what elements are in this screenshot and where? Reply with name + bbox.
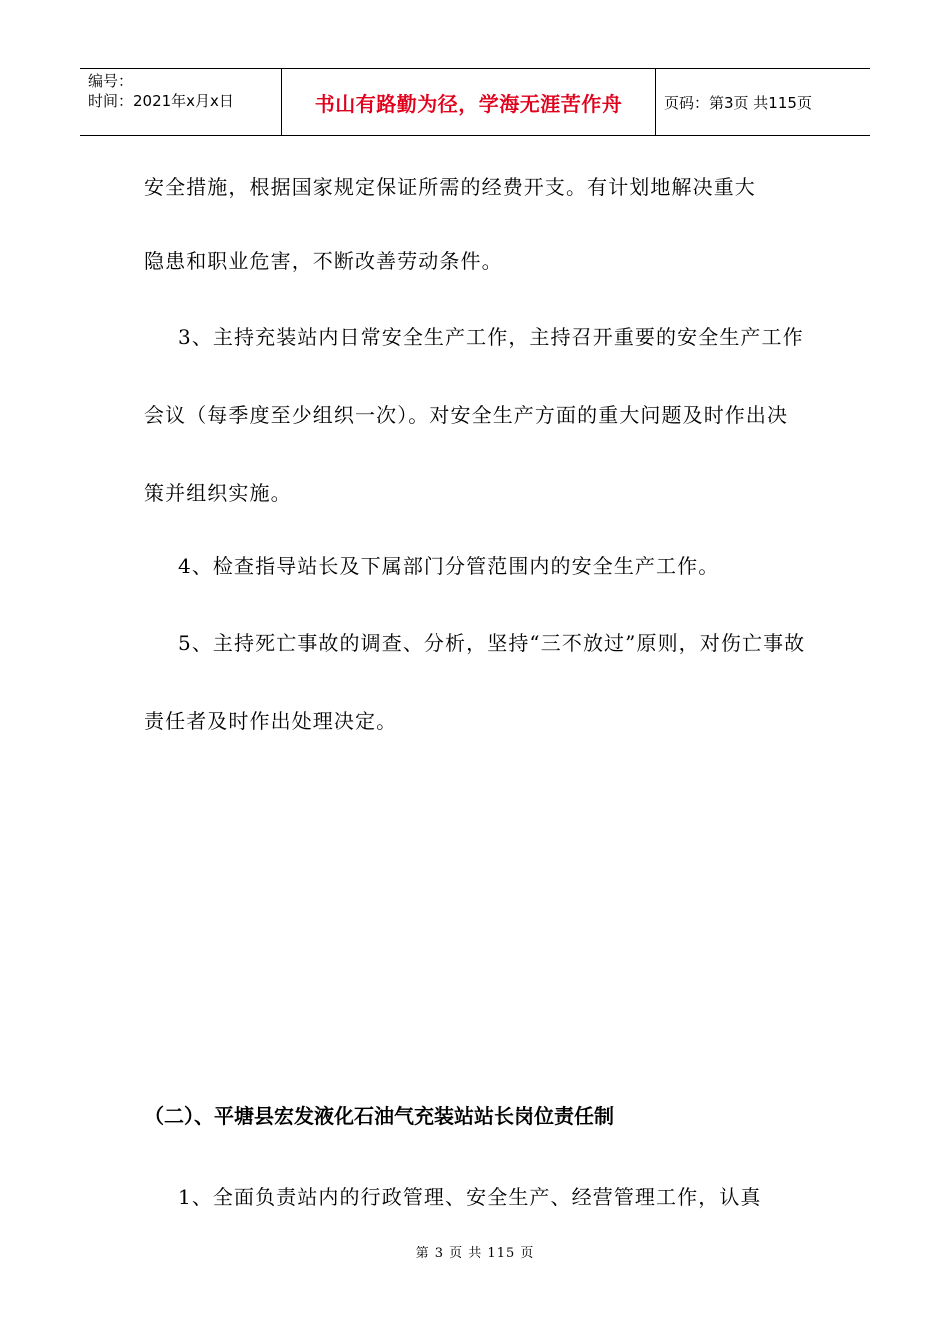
section-heading: （二）、平塘县宏发液化石油气充装站站长岗位责任制 (144, 1104, 614, 1128)
paragraph-item-4: 4、检查指导站长及下属部门分管范围内的安全生产工作。 (178, 554, 720, 578)
paragraph-line: 隐患和职业危害，不断改善劳动条件。 (144, 249, 503, 273)
header-page-info: 页码：第3页 共115页 (664, 93, 812, 112)
paragraph-item-3: 3、主持充装站内日常安全生产工作，主持召开重要的安全生产工作会议（每季度至少组织一次）。对安全生产方面的重大问题及时作出决策并组织实施。 (144, 325, 804, 505)
header-meta-cell (80, 69, 282, 135)
document-number-label: 编号： (88, 72, 134, 90)
page-header (80, 68, 870, 136)
document-date-label: 时间：2021年x月x日 (88, 92, 234, 110)
paragraph-item-5: 5、主持死亡事故的调查、分析，坚持“三不放过”原则，对伤亡事故责任者及时作出处理决定。 (144, 631, 806, 733)
paragraph-section-item-1: 1、全面负责站内的行政管理、安全生产、经营管理工作，认真 (178, 1185, 762, 1209)
paragraph-line: 安全措施，根据国家规定保证所需的经费开支。有计划地解决重大 (144, 175, 756, 199)
page-footer: 第 3 页 共 115 页 (415, 1246, 535, 1261)
header-motto: 书山有路勤为径，学海无涯苦作舟 (282, 69, 656, 135)
